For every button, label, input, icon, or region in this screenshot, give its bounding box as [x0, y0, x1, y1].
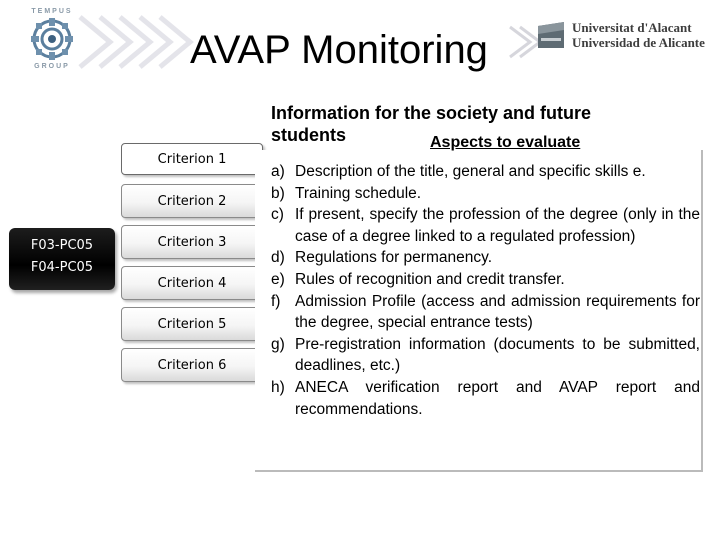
- item-marker: g): [271, 335, 285, 353]
- criterion-label: Criterion 6: [157, 357, 227, 373]
- aspects-subheading: Aspects to evaluate: [430, 134, 581, 151]
- item-marker: c): [271, 206, 284, 224]
- page-title: AVAP Monitoring: [190, 28, 488, 72]
- aspects-list: [271, 161, 700, 420]
- item-text: Description of the title, general and specific skills e.: [295, 163, 646, 180]
- criterion-label: Criterion 1: [157, 151, 227, 167]
- criterion-2-button[interactable]: [121, 184, 263, 218]
- document-code-box: [9, 228, 115, 290]
- list-item: [271, 183, 700, 205]
- criterion-3-button[interactable]: [121, 225, 263, 259]
- item-text: Pre-registration information (documents to be submitted, deadlines, etc.): [295, 335, 700, 375]
- item-text: ANECA verification report and AVAP report and recommendations.: [295, 378, 700, 418]
- tempus-emblem-icon: [30, 17, 74, 61]
- section-heading-line: students: [271, 125, 347, 145]
- list-item: [271, 291, 700, 334]
- list-item: [271, 161, 700, 183]
- list-item: [271, 269, 700, 291]
- item-marker: e): [271, 270, 285, 288]
- university-name-catalan: Universitat d'Alacant: [572, 20, 692, 35]
- tempus-logo-bottom-text: GROUP: [34, 63, 70, 70]
- criterion-label: Criterion 2: [157, 193, 227, 209]
- list-item: [271, 204, 700, 247]
- list-item: [271, 377, 700, 420]
- document-code: F04-PC05: [30, 260, 94, 275]
- criterion-label: Criterion 5: [157, 316, 227, 332]
- university-logo: [536, 20, 711, 52]
- criterion-6-button[interactable]: [121, 348, 263, 382]
- tempus-logo: [22, 8, 82, 78]
- university-emblem-icon: [536, 20, 566, 50]
- document-code: F03-PC05: [30, 238, 94, 253]
- item-text: Regulations for permanency.: [295, 249, 493, 267]
- list-item: [271, 247, 700, 269]
- item-marker: a): [271, 163, 285, 180]
- item-marker: f): [271, 292, 281, 310]
- item-marker: h): [271, 378, 285, 396]
- item-text: Rules of recognition and credit transfer.: [295, 270, 565, 288]
- tempus-logo-top-text: TEMPUS: [31, 8, 73, 15]
- item-marker: b): [271, 184, 285, 202]
- section-heading-line: Information for the society and future: [271, 103, 592, 123]
- item-text: Admission Profile (access and admission requirements for the degree, special entrance tests): [295, 292, 700, 332]
- criterion-label: Criterion 3: [157, 234, 227, 250]
- criterion-5-button[interactable]: [121, 307, 263, 341]
- criterion-1-button[interactable]: [121, 143, 263, 175]
- item-text: Training schedule.: [295, 184, 422, 202]
- list-item: [271, 334, 700, 377]
- item-marker: d): [271, 249, 285, 267]
- university-name-spanish: Universidad de Alicante: [572, 35, 705, 50]
- criterion-label: Criterion 4: [157, 275, 227, 291]
- criterion-4-button[interactable]: [121, 266, 263, 300]
- item-text: If present, specify the profession of the degree (only in the case of a degree linked to a regulated profession): [295, 206, 700, 245]
